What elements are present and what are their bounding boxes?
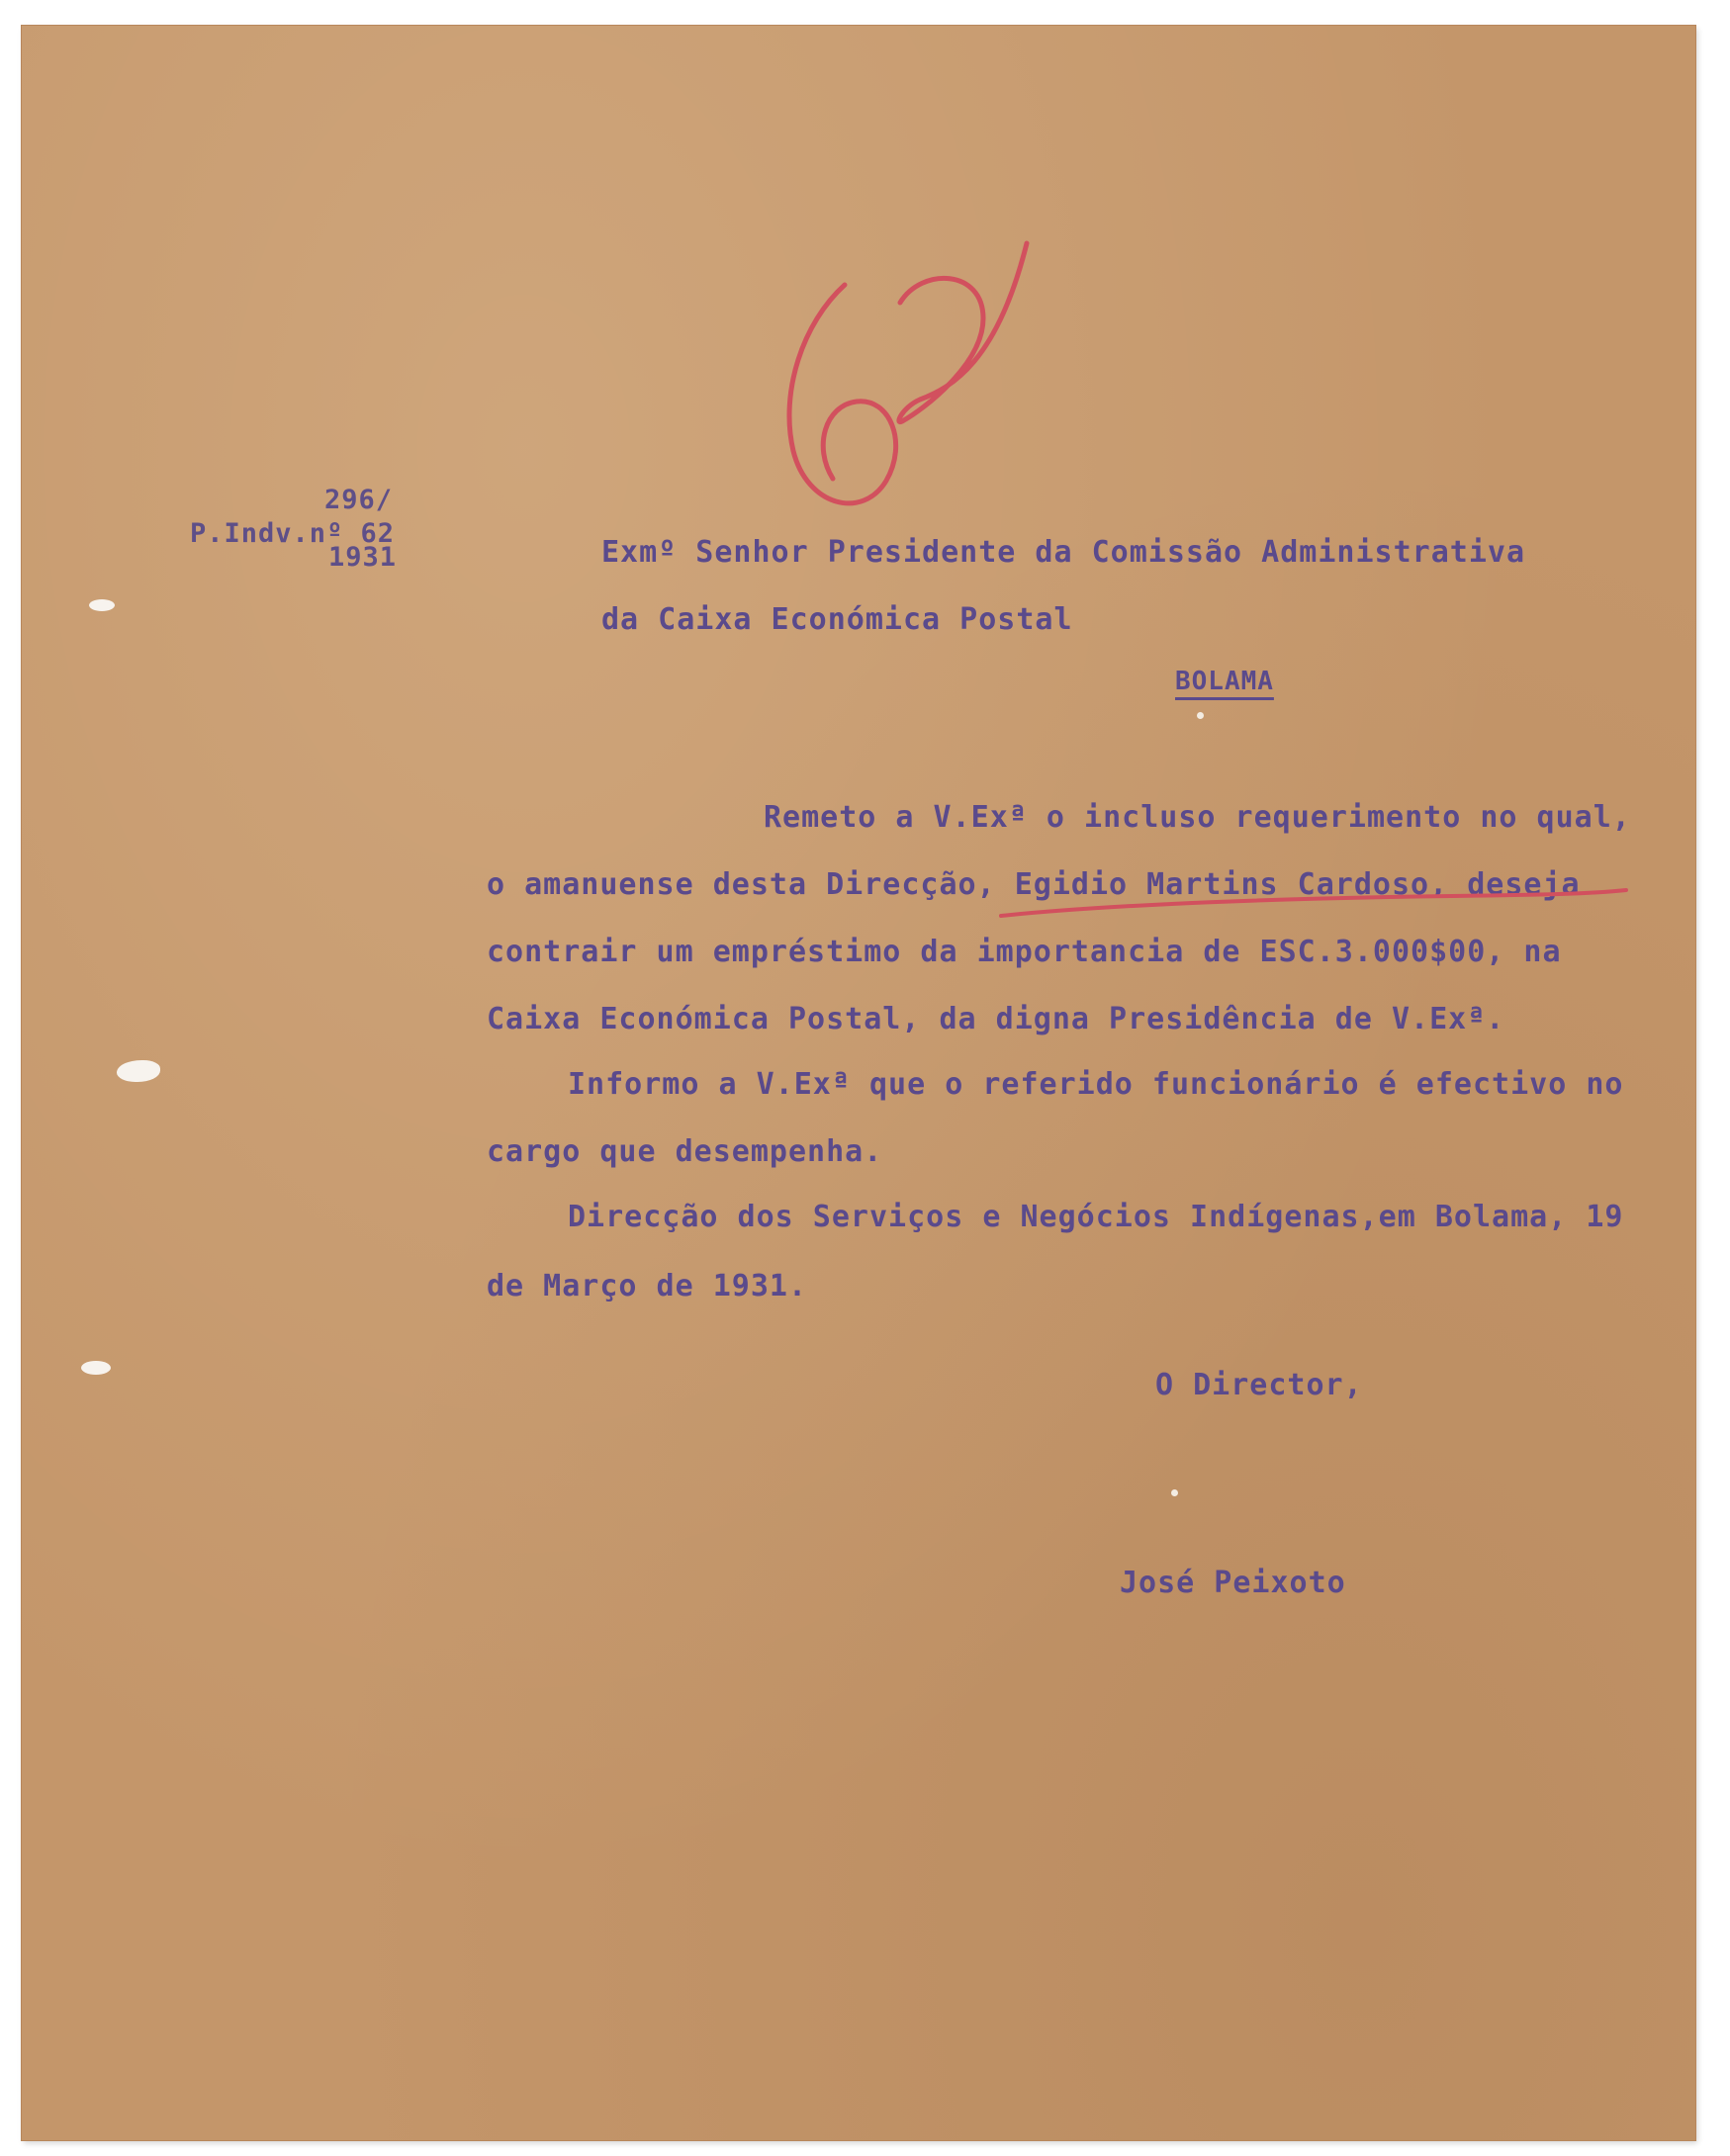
document-paper — [22, 26, 1695, 2140]
reference-label: P.Indv.nº 62 — [190, 518, 396, 549]
signature-title: O Director, — [1155, 1368, 1363, 1402]
red-pencil-two — [899, 243, 1027, 422]
reference-year: 1931 — [328, 542, 398, 573]
body-paragraph-3-line-1: Direcção dos Serviços e Negócios Indígenas,em Bolama, 19 — [568, 1200, 1624, 1234]
signature-name: José Peixoto — [1120, 1566, 1346, 1600]
paper-speck — [1171, 1489, 1178, 1496]
red-pencil-number-62 — [754, 214, 1050, 530]
reference-number: 296/ — [324, 485, 394, 515]
address-line-1: Exmº Senhor Presidente da Comissão Administrativa — [601, 535, 1526, 570]
body-paragraph-1-line-2: o amanuense desta Direcção, Egidio Martins Cardoso, deseja — [487, 867, 1581, 902]
punch-hole-bottom — [81, 1361, 111, 1375]
body-paragraph-2-line-1: Informo a V.Exª que o referido funcionário é efectivo no — [568, 1067, 1624, 1102]
body-paragraph-2-line-2: cargo que desempenha. — [487, 1134, 883, 1169]
address-line-2: da Caixa Económica Postal — [601, 602, 1073, 637]
punch-hole-top — [89, 599, 115, 611]
punch-hole-middle — [117, 1060, 160, 1082]
body-paragraph-3-line-2: de Março de 1931. — [487, 1269, 808, 1303]
body-paragraph-1-line-4: Caixa Económica Postal, da digna Presidência de V.Exª. — [487, 1002, 1505, 1036]
address-city: BOLAMA — [1175, 667, 1274, 696]
body-paragraph-1-line-3: contrair um empréstimo da importancia de ESC.3.000$00, na — [487, 935, 1562, 969]
red-pencil-underline-stroke — [1001, 890, 1626, 916]
body-paragraph-1-line-1: Remeto a V.Exª o incluso requerimento no qual, — [764, 800, 1631, 835]
red-pencil-six — [789, 285, 896, 503]
red-pencil-underline — [997, 886, 1630, 926]
paper-speck — [1197, 712, 1204, 719]
